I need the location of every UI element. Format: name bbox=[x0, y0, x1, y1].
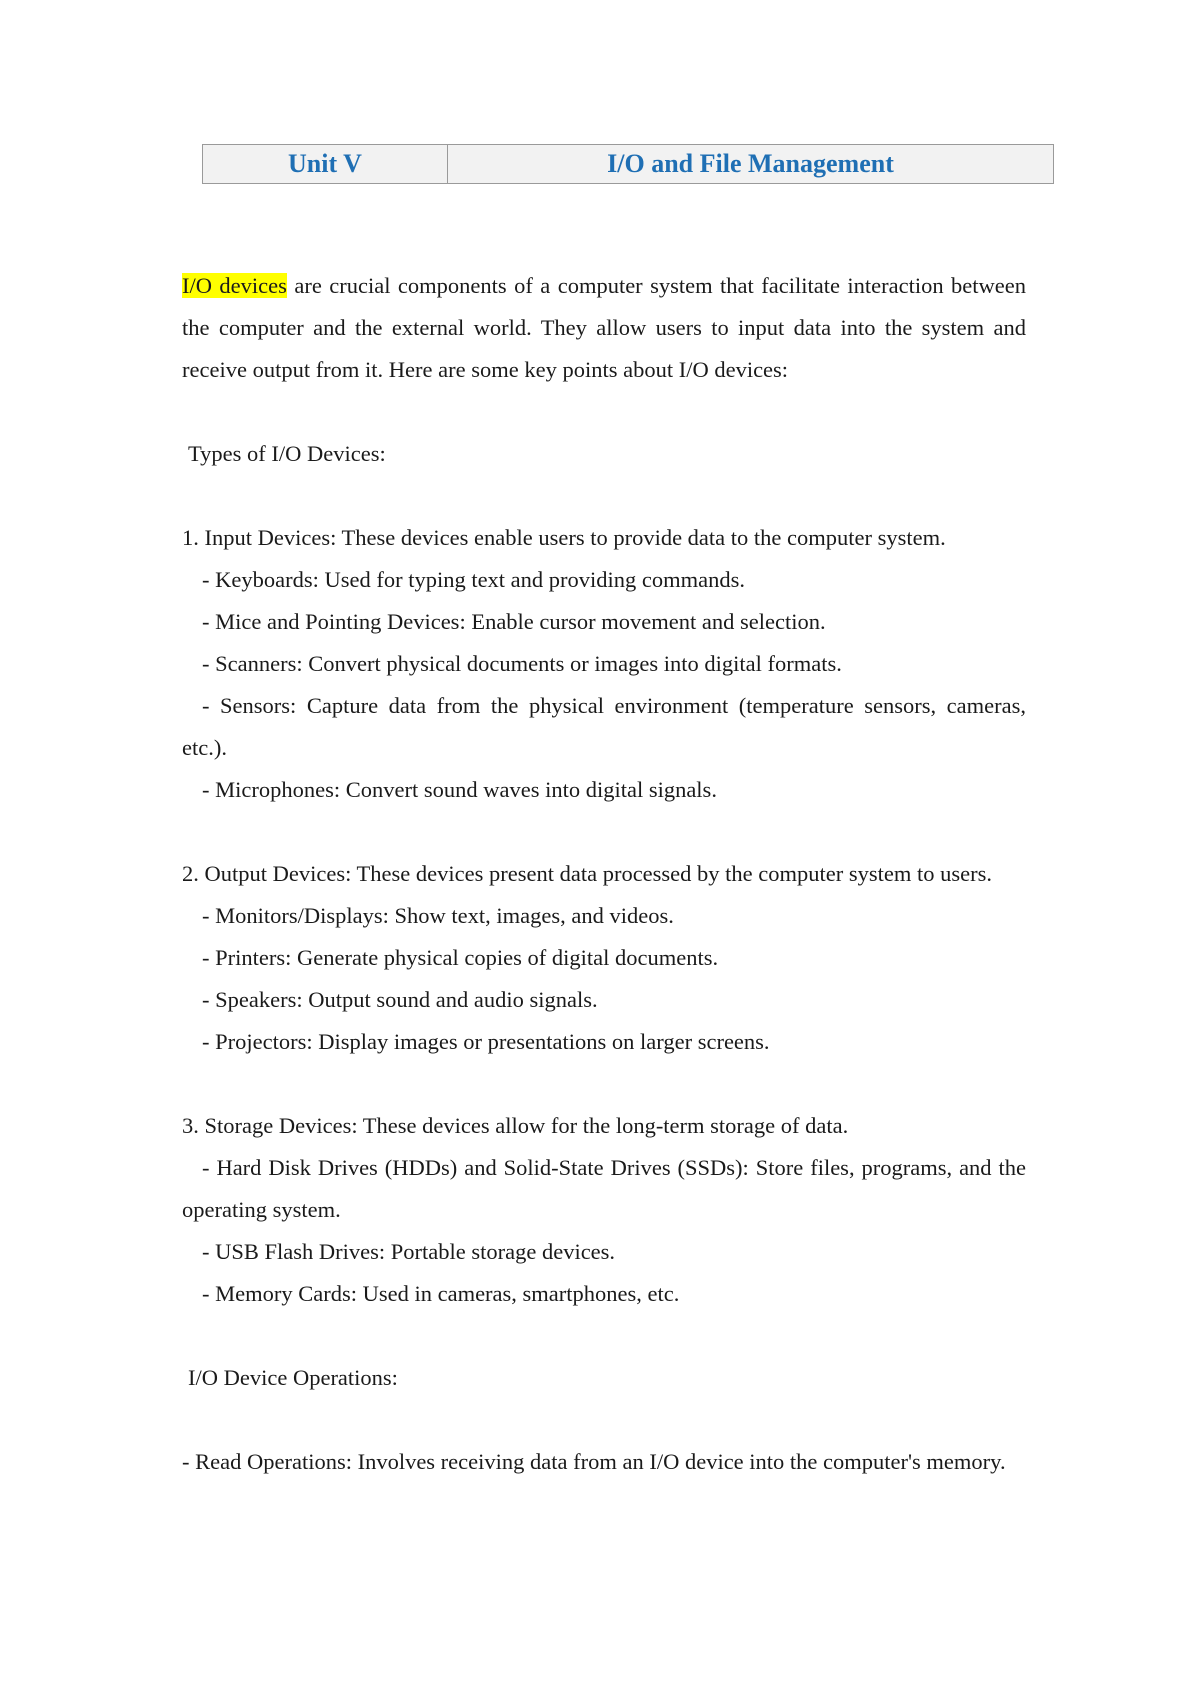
list-item: - Sensors: Capture data from the physical environment (temperature sensors, cameras, etc.). bbox=[182, 693, 1026, 760]
list-item: - Hard Disk Drives (HDDs) and Solid-State Drives (SSDs): Store files, programs, and the operating system. bbox=[182, 1155, 1026, 1222]
input-devices-heading: 1. Input Devices: These devices enable users to provide data to the computer system. bbox=[182, 525, 946, 550]
types-heading: Types of I/O Devices: bbox=[188, 441, 386, 466]
document-body bbox=[182, 265, 1026, 1483]
list-item: - Projectors: Display images or presentations on larger screens. bbox=[202, 1029, 770, 1054]
list-item: - Printers: Generate physical copies of digital documents. bbox=[202, 945, 719, 970]
list-item: - Mice and Pointing Devices: Enable cursor movement and selection. bbox=[202, 609, 826, 634]
list-item: - Scanners: Convert physical documents or images into digital formats. bbox=[202, 651, 842, 676]
intro-paragraph bbox=[182, 265, 1026, 391]
highlighted-term: I/O devices bbox=[182, 273, 287, 298]
list-item: - Read Operations: Involves receiving data from an I/O device into the computer's memory. bbox=[182, 1449, 1006, 1474]
output-devices-heading: 2. Output Devices: These devices present data processed by the computer system to users. bbox=[182, 861, 992, 886]
unit-header-table bbox=[202, 144, 1054, 184]
storage-devices-heading: 3. Storage Devices: These devices allow for the long-term storage of data. bbox=[182, 1113, 849, 1138]
list-item: - Speakers: Output sound and audio signals. bbox=[202, 987, 598, 1012]
unit-title: I/O and File Management bbox=[448, 145, 1054, 184]
operations-heading: I/O Device Operations: bbox=[188, 1365, 398, 1390]
list-item: - Keyboards: Used for typing text and providing commands. bbox=[202, 567, 746, 592]
list-item: - USB Flash Drives: Portable storage devices. bbox=[202, 1239, 616, 1264]
list-item: - Memory Cards: Used in cameras, smartphones, etc. bbox=[202, 1281, 680, 1306]
unit-label: Unit V bbox=[203, 145, 448, 184]
list-item: - Microphones: Convert sound waves into digital signals. bbox=[202, 777, 717, 802]
intro-text: are crucial components of a computer system that facilitate interaction between the computer and the external world. They allow users to input data into the system and receive output from it. Here are some key points about I/O devices: bbox=[182, 273, 1026, 382]
list-item: - Monitors/Displays: Show text, images, and videos. bbox=[202, 903, 674, 928]
